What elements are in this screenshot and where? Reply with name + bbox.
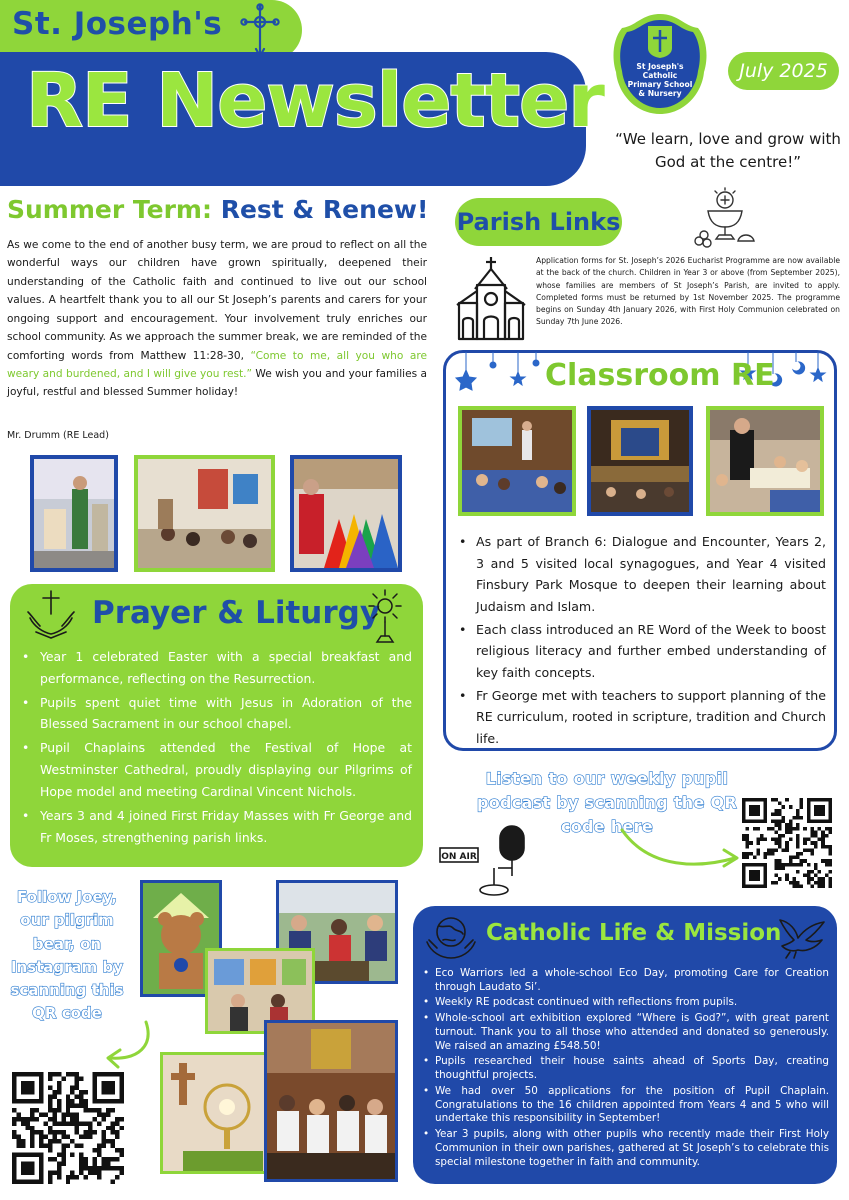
logo-line-1: St Joseph's: [636, 62, 684, 71]
list-item: • Year 3 pupils, along with other pupils who recently made their First Holy Communion in their own parishes, gathered at St Joseph’s to celebrate this special milestone together in faith and community.: [421, 1128, 829, 1169]
arrow-down-icon: [96, 1020, 156, 1070]
globe-hands-icon: [425, 912, 477, 962]
photo-chapel-adoration: [134, 455, 275, 572]
list-item: • Year 1 celebrated Easter with a special breakfast and performance, reflecting on the Resurrection.: [20, 646, 412, 690]
photo-crucifix-monstrance: [160, 1052, 270, 1174]
list-item: • Fr George met with teachers to support planning of the RE curriculum, rooted in scripture, tradition and Church life.: [459, 685, 826, 750]
photo-synagogue-talk: [458, 406, 576, 516]
parish-links-heading: Parish Links: [455, 198, 622, 246]
summer-term-body: [7, 236, 427, 402]
school-motto: “We learn, love and grow with God at the centre!”: [615, 130, 841, 171]
list-item: • Each class introduced an RE Word of the Week to boost religious literacy and further embed understanding of key faith concepts.: [459, 619, 826, 684]
summer-term-heading: [7, 195, 428, 224]
catholic-life-list: [421, 967, 829, 1171]
monstrance-icon: [365, 588, 405, 644]
church-icon: [453, 255, 529, 341]
podcast-caption: Listen to our weekly pupil podcast by scanning the QR code here: [476, 769, 738, 836]
list-item: • Years 3 and 4 joined First Friday Masses with Fr George and Fr Moses, strengthening parish links.: [20, 805, 412, 849]
photo-cardinal-meeting: [290, 455, 402, 572]
photo-altar-service: [30, 455, 118, 572]
matthew-quote: “Come to me, all you who are weary and burdened, and I will give you rest.”: [7, 349, 427, 380]
list-item: • As part of Branch 6: Dialogue and Encounter, Years 2, 3 and 5 visited local synagogues, and Year 4 visited Finsbury Park Mosque to deepen their learning about Judaism and Islam.: [459, 531, 826, 618]
school-name: St. Joseph's: [12, 6, 223, 42]
photo-first-communion: [264, 1020, 398, 1182]
photo-synagogue-interior: [587, 406, 693, 516]
summer-term-closing: We wish you and your families a joyful, restful and blessed Summer holiday!: [7, 367, 427, 399]
prayer-liturgy-list: [20, 646, 412, 850]
list-item: • Weekly RE podcast continued with reflections from pupils.: [421, 996, 829, 1010]
classroom-re-heading: Classroom RE: [545, 358, 775, 393]
re-lead-signature: Mr. Drumm (RE Lead): [7, 430, 109, 441]
classroom-re-list: [459, 531, 826, 751]
list-item: • Pupils spent quiet time with Jesus in Adoration of the Blessed Sacrament in our school chapel.: [20, 692, 412, 736]
list-item: • Whole-school art exhibition explored “Where is God?”, with great parent turnout. Thank you to all those who attended and donated so generously. We raised an amazing £548.50!: [421, 1012, 829, 1053]
summer-term-heading-part2: Rest & Renew!: [220, 195, 429, 224]
list-item: • Eco Warriors led a whole-school Eco Day, promoting Care for Creation through Laudato Si’.: [421, 967, 829, 994]
cross-icon: [240, 2, 280, 58]
on-air-sign: ON AIR: [441, 852, 477, 862]
list-item: • We had over 50 applications for the position of Pupil Chaplain. Congratulations to the 16 children appointed from Years 4 and 5 who will undertake this responsibility in September!: [421, 1085, 829, 1126]
issue-date: July 2025: [728, 52, 839, 90]
podcast-qr-code[interactable]: [742, 797, 832, 889]
photo-torah-scroll: [706, 406, 824, 516]
summer-term-text: As we come to the end of another busy term, we are proud to reflect on all the wonderful ways our children have grown spiritually, deepened their understanding of the Catholic faith and continued to live out our school values. A heartfelt thank you to all our St Joseph’s parents and carers for your ongoing support and encouragement. Your involvement truly enriches our school community. As we approach the summer break, we are reminded of the comforting words from Matthew 11:28-30,: [7, 239, 427, 362]
logo-line-3: Primary School: [627, 80, 693, 89]
summer-term-heading-part1: Summer Term:: [7, 195, 212, 224]
list-item: • Pupils researched their house saints ahead of Sports Day, creating thoughtful projects.: [421, 1055, 829, 1082]
chalice-icon: [690, 187, 760, 251]
joey-caption: Follow Joey, our pilgrim bear, on Instagram by scanning this QR code: [10, 888, 124, 1023]
list-item: • Pupil Chaplains attended the Festival of Hope at Westminster Cathedral, proudly displaying our Pilgrims of Hope model and meeting Cardinal Vincent Nichols.: [20, 737, 412, 802]
parish-links-body: Application forms for St. Joseph’s 2026 Eucharist Programme are now available at the back of the church. Children in Year 3 or above (from September 2025), whose families are members of St Joseph’s Parish, are invited to apply. Completed forms must be returned by 1st November 2025. The programme begins on Sunday 4th January 2026, with First Holy Communion celebrated on Sunday 7th June 2026.: [536, 256, 840, 327]
logo-line-2: Catholic: [642, 71, 678, 80]
logo-line-4: & Nursery: [638, 89, 682, 98]
arrow-to-qr-icon: [620, 820, 745, 875]
prayer-liturgy-heading: Prayer & Liturgy: [92, 595, 381, 631]
catholic-life-heading: Catholic Life & Mission: [486, 920, 782, 946]
school-logo: [608, 10, 712, 118]
dove-icon: [776, 912, 828, 960]
praying-hands-icon: [26, 588, 76, 640]
microphone-on-air-icon: [438, 798, 548, 898]
newsletter-title: RE Newsletter: [26, 58, 604, 144]
instagram-qr-code[interactable]: [12, 1072, 124, 1184]
